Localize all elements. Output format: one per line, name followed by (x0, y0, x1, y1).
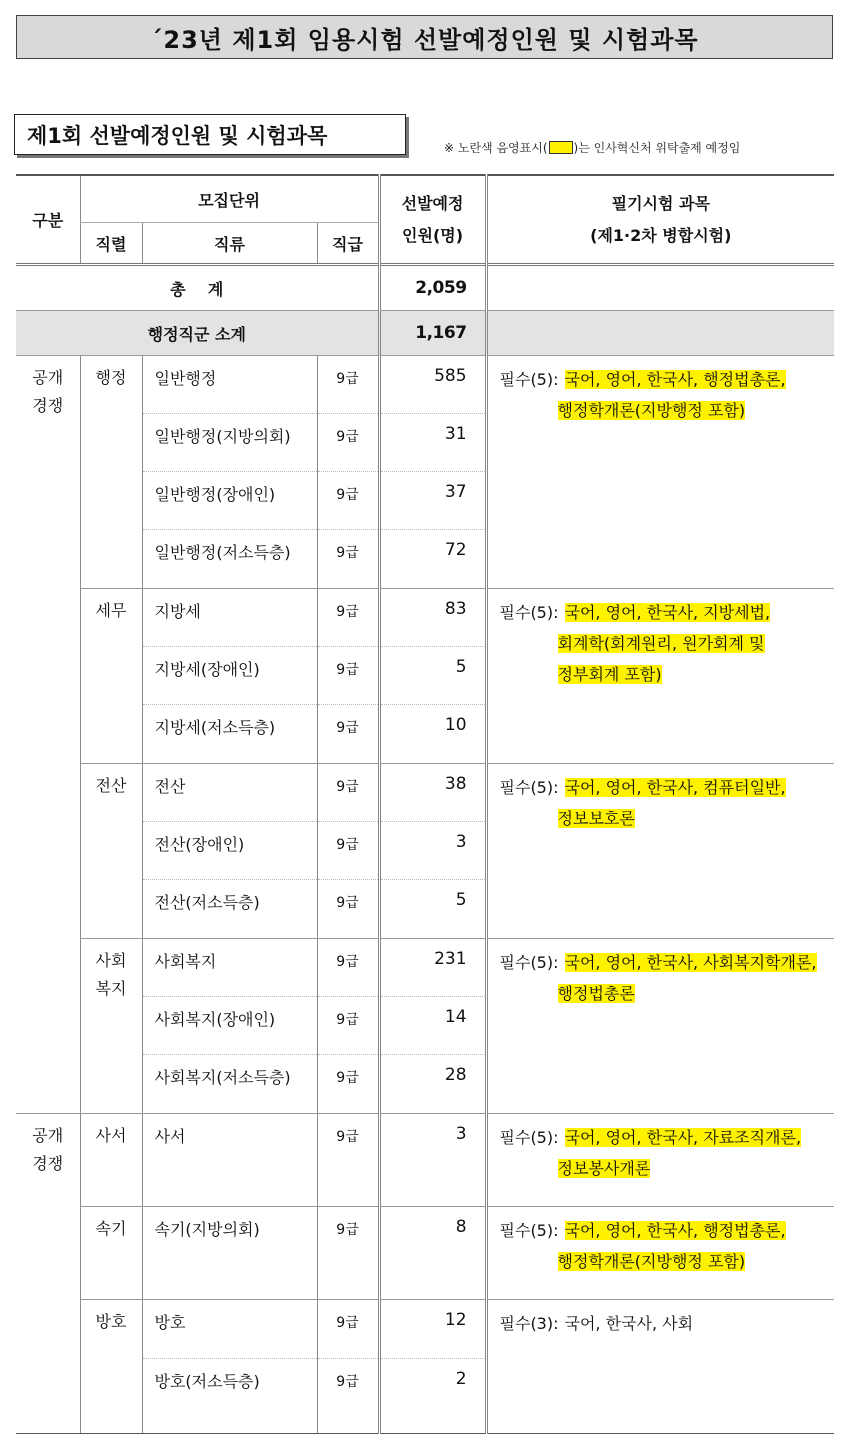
note-prefix: ※ 노란색 음영표시( (444, 141, 548, 155)
page-title: ´23년 제1회 임용시험 선발예정인원 및 시험과목 (16, 15, 833, 59)
series-text: 행정 (95, 368, 127, 387)
subject-line (500, 947, 831, 978)
series-text: 사회 (95, 951, 127, 970)
category-text: 경쟁 (32, 1154, 64, 1173)
subject-text: 국어, 영어, 한국사, 행정법총론, (564, 1221, 786, 1240)
subjects-cell (486, 1207, 834, 1300)
grade-cell: 9급 (317, 705, 379, 764)
kind-cell: 일반행정(저소득층) (142, 530, 317, 589)
kind-cell: 전산 (142, 764, 317, 822)
yellow-marker-icon (549, 141, 573, 154)
count-cell: 585 (379, 356, 486, 414)
count-cell: 3 (379, 1114, 486, 1207)
count-cell: 3 (379, 822, 486, 880)
header-planned-count (379, 175, 486, 265)
category-text: 경쟁 (32, 396, 64, 415)
series-cell (80, 356, 142, 589)
subject-text: 국어, 한국사, 사회 (564, 1314, 694, 1333)
kind-cell: 지방세 (142, 589, 317, 647)
subject-line (500, 364, 831, 395)
total-count: 2,059 (379, 265, 486, 311)
subject-text: 국어, 영어, 한국사, 지방세법, (564, 603, 771, 622)
series-cell (80, 1114, 142, 1207)
subjects-cell (486, 939, 834, 1114)
kind-cell: 전산(장애인) (142, 822, 317, 880)
subject-line (500, 1122, 831, 1153)
subjects-cell (486, 1300, 834, 1434)
header-kind: 직류 (142, 223, 317, 265)
grade-cell: 9급 (317, 997, 379, 1055)
kind-cell: 사회복지(장애인) (142, 997, 317, 1055)
series-cell (80, 764, 142, 939)
table-row (16, 1300, 834, 1359)
subject-line (500, 803, 831, 834)
header-subjects-line1: 필기시험 과목 (611, 193, 710, 213)
table-body (16, 265, 834, 1434)
subject-line (500, 1246, 831, 1277)
subject-text: 정보보호론 (557, 809, 635, 828)
subject-line (500, 628, 831, 659)
grade-cell: 9급 (317, 589, 379, 647)
series-text: 방호 (95, 1312, 127, 1331)
subjects-cell (486, 764, 834, 939)
highlight-note (444, 139, 740, 156)
section-title: 제1회 선발예정인원 및 시험과목 (14, 114, 406, 155)
subtotal-subject-cell (486, 311, 834, 356)
grade-cell: 9급 (317, 1300, 379, 1359)
count-cell: 31 (379, 414, 486, 472)
grade-cell: 9급 (317, 1359, 379, 1434)
subject-line (500, 772, 831, 803)
table-row (16, 356, 834, 414)
kind-cell: 일반행정 (142, 356, 317, 414)
grade-cell: 9급 (317, 939, 379, 997)
table-row (16, 939, 834, 997)
subject-text: 정보봉사개론 (557, 1159, 651, 1178)
subject-line (500, 659, 831, 690)
table-row (16, 1114, 834, 1207)
count-cell: 8 (379, 1207, 486, 1300)
grade-cell: 9급 (317, 530, 379, 589)
subject-text: 국어, 영어, 한국사, 컴퓨터일반, (564, 778, 786, 797)
subject-prefix: 필수(5): (499, 778, 559, 797)
subject-text: 국어, 영어, 한국사, 사회복지학개론, (564, 953, 817, 972)
count-cell: 10 (379, 705, 486, 764)
grade-cell: 9급 (317, 472, 379, 530)
header-planned-line2: 인원(명) (402, 225, 464, 245)
series-cell (80, 1207, 142, 1300)
subject-text: 행정학개론(지방행정 포함) (557, 401, 746, 420)
header-subjects-line2: (제1·2차 병합시험) (590, 225, 732, 245)
subjects-cell (486, 356, 834, 589)
subtotal-row (16, 311, 834, 356)
kind-cell: 사회복지 (142, 939, 317, 997)
grade-cell: 9급 (317, 822, 379, 880)
header-grade: 직급 (317, 223, 379, 265)
grade-cell: 9급 (317, 764, 379, 822)
total-row (16, 265, 834, 311)
kind-cell: 사회복지(저소득층) (142, 1055, 317, 1114)
subject-text: 행정법총론 (557, 984, 635, 1003)
grade-cell: 9급 (317, 414, 379, 472)
kind-cell: 지방세(장애인) (142, 647, 317, 705)
subject-prefix: 필수(3): (499, 1314, 559, 1333)
recruitment-table (16, 174, 834, 1434)
count-cell: 38 (379, 764, 486, 822)
subject-line (500, 395, 831, 426)
header-category: 구분 (16, 175, 80, 265)
grade-cell: 9급 (317, 880, 379, 939)
category-cell (16, 356, 80, 1114)
kind-cell: 일반행정(지방의회) (142, 414, 317, 472)
count-cell: 5 (379, 880, 486, 939)
subject-line (500, 597, 831, 628)
count-cell: 2 (379, 1359, 486, 1434)
subject-text: 정부회계 포함) (557, 665, 662, 684)
grade-cell: 9급 (317, 647, 379, 705)
series-cell (80, 589, 142, 764)
category-text: 공개 (32, 368, 64, 387)
total-label: 총 계 (16, 265, 379, 311)
kind-cell: 방호 (142, 1300, 317, 1359)
header-recruit-unit: 모집단위 (80, 175, 379, 223)
series-text: 전산 (95, 776, 127, 795)
grade-cell: 9급 (317, 1207, 379, 1300)
count-cell: 231 (379, 939, 486, 997)
subtotal-count: 1,167 (379, 311, 486, 356)
subject-prefix: 필수(5): (499, 1221, 559, 1240)
header-subjects (486, 175, 834, 265)
table-row (16, 589, 834, 647)
subject-text: 회계학(회계원리, 원가회계 및 (557, 634, 765, 653)
series-cell (80, 1300, 142, 1434)
grade-cell: 9급 (317, 1055, 379, 1114)
category-cell (16, 1114, 80, 1434)
subject-prefix: 필수(5): (499, 953, 559, 972)
subject-prefix: 필수(5): (499, 370, 559, 389)
header-planned-line1: 선발예정 (401, 193, 464, 213)
count-cell: 37 (379, 472, 486, 530)
kind-cell: 방호(저소득층) (142, 1359, 317, 1434)
kind-cell: 일반행정(장애인) (142, 472, 317, 530)
series-text: 사서 (95, 1126, 127, 1145)
grade-cell: 9급 (317, 1114, 379, 1207)
series-cell (80, 939, 142, 1114)
kind-cell: 전산(저소득층) (142, 880, 317, 939)
count-cell: 28 (379, 1055, 486, 1114)
subject-text: 행정학개론(지방행정 포함) (557, 1252, 746, 1271)
series-text: 세무 (95, 601, 127, 620)
note-suffix: )는 인사혁신처 위탁출제 예정임 (573, 141, 741, 155)
count-cell: 14 (379, 997, 486, 1055)
subject-text: 국어, 영어, 한국사, 행정법총론, (564, 370, 786, 389)
subjects-cell (486, 1114, 834, 1207)
grade-cell: 9급 (317, 356, 379, 414)
header-series: 직렬 (80, 223, 142, 265)
subject-text: 국어, 영어, 한국사, 자료조직개론, (564, 1128, 802, 1147)
subject-line (500, 1215, 831, 1246)
kind-cell: 지방세(저소득층) (142, 705, 317, 764)
count-cell: 72 (379, 530, 486, 589)
subtotal-label: 행정직군 소계 (16, 311, 379, 356)
subject-line (500, 978, 831, 1009)
subject-line (500, 1153, 831, 1184)
subject-line (500, 1308, 831, 1339)
category-text: 공개 (32, 1126, 64, 1145)
series-text: 복지 (95, 979, 127, 998)
table-row (16, 1207, 834, 1300)
count-cell: 83 (379, 589, 486, 647)
subject-prefix: 필수(5): (499, 603, 559, 622)
kind-cell: 속기(지방의회) (142, 1207, 317, 1300)
series-text: 속기 (95, 1219, 127, 1238)
table-row (16, 764, 834, 822)
total-subject-cell (486, 265, 834, 311)
kind-cell: 사서 (142, 1114, 317, 1207)
subject-prefix: 필수(5): (499, 1128, 559, 1147)
count-cell: 5 (379, 647, 486, 705)
table-header (16, 175, 834, 265)
count-cell: 12 (379, 1300, 486, 1359)
subjects-cell (486, 589, 834, 764)
